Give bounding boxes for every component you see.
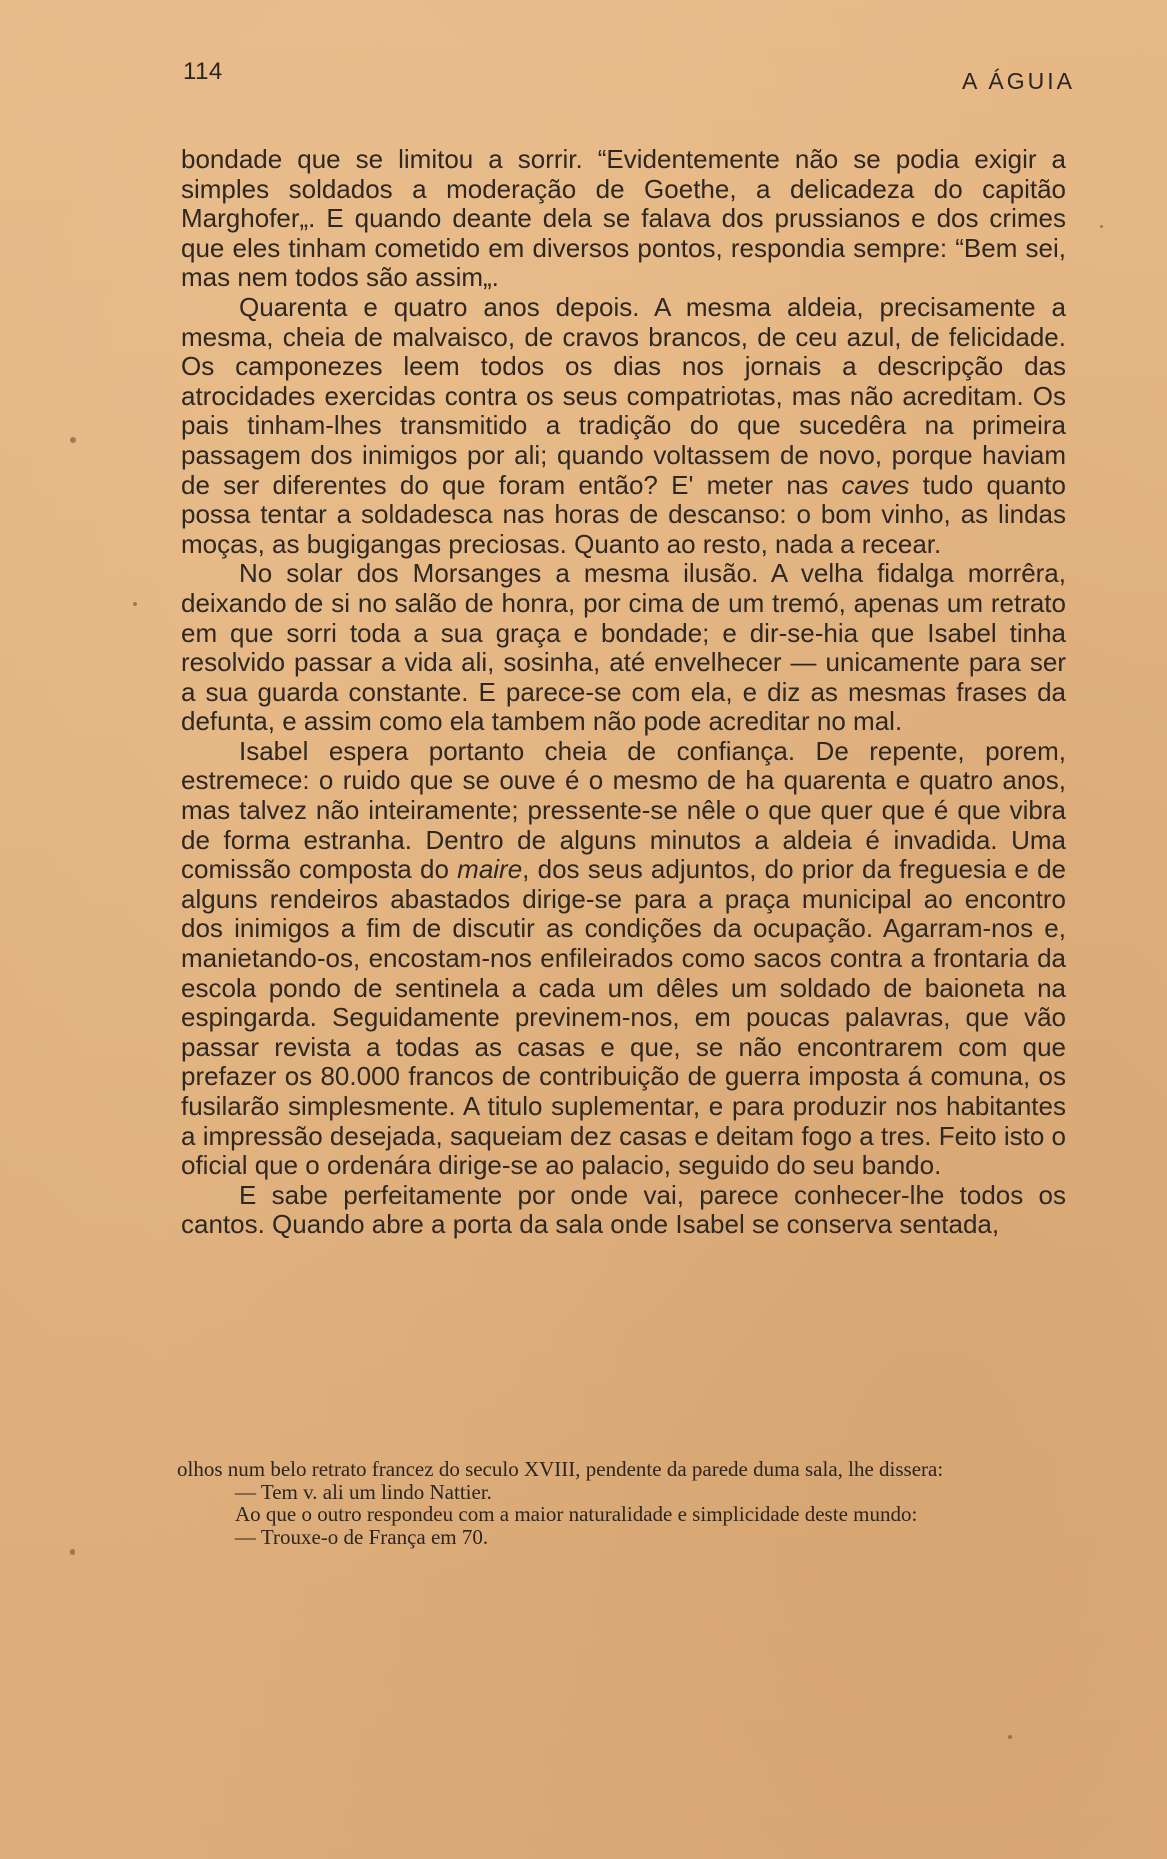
paragraph-4 (181, 737, 1066, 1181)
footnote-line-4: — Trouxe-o de França em 70. (235, 1524, 489, 1549)
paragraph-3: No solar dos Morsanges a mesma ilusão. A velha fidalga morrêra, deixando de si no salão de honra, por cima de um tremó, apenas um retrato em que sorri toda a sua graça e bondade; e dir-se-hia que Isabel tinha resolvido passar a vida ali, sosinha, até envelhecer — unicamente para ser a sua guarda constante. E parece-se com ela, e diz as mesmas frases da defunta, e assim como ela tambem não pode acreditar no mal. (181, 558, 1066, 737)
footnote-line-1: olhos num belo retrato francez do seculo XVIII, pendente da parede duma sala, lhe dissera: (177, 1457, 944, 1481)
paragraph-5: E sabe perfeitamente por onde vai, parece conhecer-lhe todos os cantos. Quando abre a porta da sala onde Isabel se conserva sentada, (181, 1179, 1066, 1240)
paragraph-2 (181, 293, 1066, 559)
paragraph-4-text: Isabel espera portanto cheia de confiança. De repente, porem, estremece: o ruido que se ouve é o mesmo de ha quarenta e quatro anos, mas talvez não inteiramente; pressente-se nêle o que quer que é que vibra de forma estranha. Dentro de alguns minutos a aldeia é invadida. Uma comissão composta do (181, 735, 1066, 885)
paper-speck (70, 1549, 75, 1555)
paragraph-1: bondade que se limitou a sorrir. “Evidentemente não se podia exigir a simples soldados a moderação de Goethe, a delicadeza do capitão Marghofer„. E quando deante dela se falava dos prussianos e dos crimes que eles tinham cometido em diversos pontos, respondia sempre: “Bem sei, mas nem todos são assim„. (181, 144, 1066, 293)
main-text (181, 145, 1066, 1240)
page-number: 114 (183, 58, 223, 85)
paragraph-2-continued: tudo quanto possa tentar a soldadesca nas horas de descanso: o bom vinho, as lindas moças, as bugigangas preciosas. Quanto ao resto, nada a recear. (181, 469, 1066, 559)
paper-speck (133, 602, 137, 606)
journal-title: A ÁGUIA (961, 68, 1075, 94)
italic-word-maire: maire (457, 854, 523, 885)
paragraph-2-text: Quarenta e quatro anos depois. A mesma aldeia, precisamente a mesma, cheia de malvaisco, de cravos brancos, de ceu azul, de felicidade. Os camponezes leem todos os dias nos jornais a descripção das atrocidades exercidas contra os seus compatriotas, mas não acreditam. Os pais tinham-lhes transmitido a tradição do que sucedêra na primeira passagem dos inimigos por ali; quando voltassem de novo, porque haviam de ser diferentes do que foram então? E' meter nas (181, 291, 1066, 500)
italic-word-caves: caves (841, 469, 910, 500)
footnote (177, 1458, 1065, 1548)
footnote-line-3: Ao que o outro respondeu com a maior naturalidade e simplicidade deste mundo: (235, 1502, 918, 1526)
paper-speck (1008, 1735, 1012, 1739)
paper-speck (70, 437, 76, 443)
paragraph-4-continued: , dos seus adjuntos, do prior da freguesia e de alguns rendeiros abastados dirige-se para a praça municipal ao encontro dos inimigos a fim de discutir as condições da ocupação. Agarram-nos e, manietando-os, encostam-nos enfileirados como sacos contra a frontaria da escola pondo de sentinela a cada um dêles um soldado de baioneta na espingarda. Seguidamente previnem-nos, em poucas palavras, que vão passar revista a todas as casas e que, se não encontrarem com que prefazer os 80.000 francos de contribuição de guerra imposta á comuna, os fusilarão simplesmente. A titulo suplementar, e para produzir nos habitantes a impressão desejada, saqueiam dez casas e deitam fogo a tres. Feito isto o oficial que o ordenára dirige-se ao palacio, seguido do seu bando. (181, 854, 1066, 1181)
running-head (183, 58, 1075, 92)
paper-speck (1100, 225, 1103, 228)
footnote-line-2: — Tem v. ali um lindo Nattier. (235, 1479, 492, 1504)
